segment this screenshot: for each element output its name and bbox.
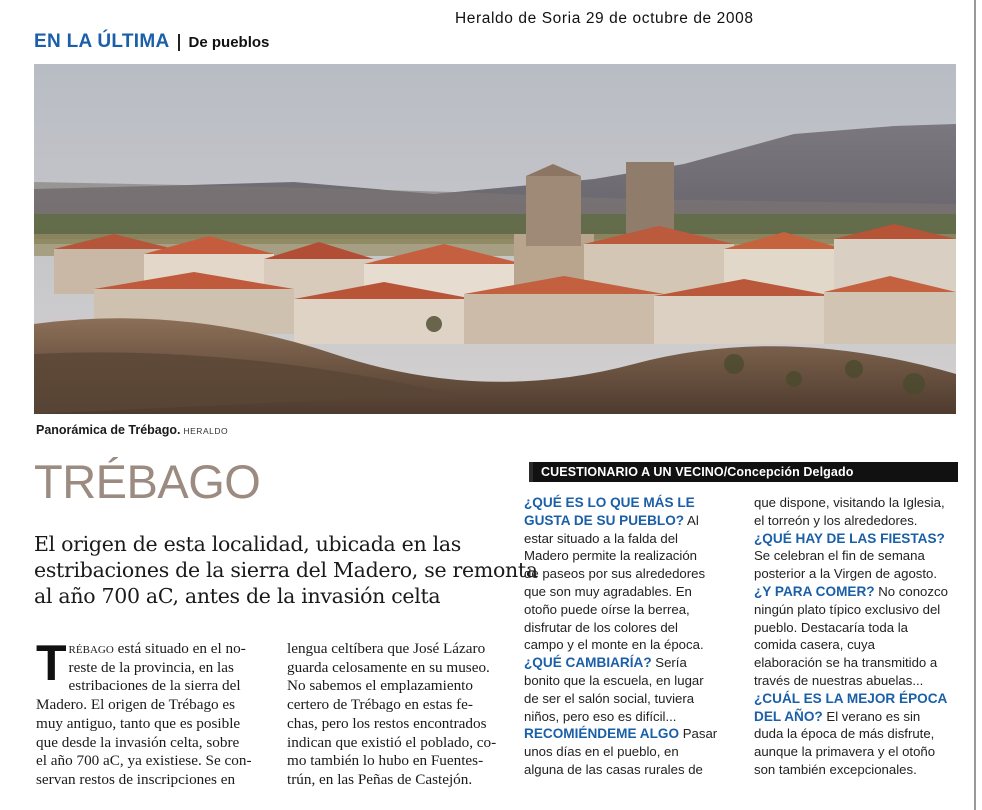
questionnaire-line <box>524 654 729 672</box>
answer-text: No conozco <box>874 583 948 599</box>
answer-text: ningún plato típico exclusivo del <box>754 601 941 617</box>
answer-text: pueblo. Destacaría toda la <box>754 619 908 635</box>
section-header <box>34 31 269 53</box>
answer-text: alguna de las casas rurales de <box>524 761 703 777</box>
article-column-2 <box>287 640 512 790</box>
questionnaire-line <box>754 512 960 530</box>
section-label: EN LA ÚLTIMA <box>34 31 170 52</box>
answer-text: de paseos por sus alrededores <box>524 566 706 582</box>
body-text: está situado en el no- <box>113 640 246 657</box>
answer-text: aunque la primavera y el otoño <box>754 744 936 760</box>
questionnaire-line <box>754 743 960 761</box>
answer-text: que son muy agradables. En <box>524 583 692 599</box>
answer-text: Pasar <box>679 726 718 742</box>
questionnaire-line <box>524 619 729 637</box>
answer-text: través de nuestras abuelas... <box>754 672 924 688</box>
questionnaire-line <box>524 708 729 726</box>
photo-credit: HERALDO <box>183 426 229 436</box>
subhead-line: El origen de esta localidad, ubicada en las <box>34 532 462 556</box>
answer-text: el torreón y los alrededores. <box>754 512 918 528</box>
questionnaire-line <box>524 494 729 512</box>
questionnaire-line <box>754 530 960 548</box>
question-label: DEL AÑO? <box>754 708 823 724</box>
body-line: certero de Trébago en estas fe- <box>287 696 473 714</box>
body-line: chas, pero los restos encontrados <box>287 714 487 732</box>
drop-cap: T <box>36 635 67 691</box>
questionnaire-line <box>754 583 960 601</box>
question-label: ¿Y PARA COMER? <box>754 583 875 599</box>
answer-text: otoño puede oírse la berrea, <box>524 601 690 617</box>
article-headline: TRÉBAGO <box>34 455 261 508</box>
questionnaire-line <box>524 530 729 548</box>
questionnaire-line <box>524 725 729 743</box>
questionnaire-line <box>524 636 729 654</box>
questionnaire-line <box>754 725 960 743</box>
questionnaire-line <box>524 583 729 601</box>
body-line: lengua celtíbera que José Lázaro <box>287 640 486 657</box>
questionnaire-title: CUESTIONARIO A UN VECINO/Concepción Delgado <box>541 465 854 479</box>
answer-text: El verano es sin <box>822 708 921 724</box>
questionnaire-line <box>754 601 960 619</box>
answer-text: Sería <box>651 655 687 671</box>
answer-text: posterior a la Virgen de agosto. <box>754 566 938 582</box>
header-divider <box>178 34 180 51</box>
caption-text: Panorámica de Trébago. <box>36 423 181 437</box>
question-label: ¿QUÉ ES LO QUE MÁS LE <box>524 495 695 510</box>
questionnaire-line <box>754 654 960 672</box>
body-line: guarda celosamente en su museo. <box>287 658 490 676</box>
questionnaire-line <box>754 494 960 512</box>
question-label: GUSTA DE SU PUEBLO? <box>524 512 685 528</box>
questionnaire-column-2 <box>754 494 960 779</box>
questionnaire-line <box>524 690 729 708</box>
questionnaire-line <box>524 565 729 583</box>
questionnaire-line <box>524 512 729 530</box>
questionnaire-column-1 <box>524 494 729 779</box>
body-line: reste de la provincia, en las <box>68 658 234 676</box>
subhead-line: al año 700 aC, antes de la invasión celta <box>34 583 441 608</box>
body-line: estribaciones de la sierra del <box>68 677 241 695</box>
body-line: Madero. El origen de Trébago es <box>36 696 236 714</box>
lead-word: rébago <box>68 640 114 657</box>
body-line: No sabemos el emplazamiento <box>287 677 473 695</box>
questionnaire-line <box>754 690 960 708</box>
questionnaire-line <box>524 743 729 761</box>
questionnaire-line <box>754 619 960 637</box>
questionnaire-line <box>524 547 729 565</box>
questionnaire-line <box>524 761 729 779</box>
answer-text: campo y el monte en la época. <box>524 637 704 653</box>
body-line: muy antiguo, tanto que es posible <box>36 714 241 732</box>
photo-caption <box>36 423 228 437</box>
question-label: RECOMIÉNDEME ALGO <box>524 726 680 742</box>
question-label: ¿QUÉ CAMBIARÍA? <box>524 655 652 671</box>
questionnaire-line <box>754 636 960 654</box>
body-line: que desde la invasión celta, sobre <box>36 733 240 751</box>
body-line: servan restos de inscripciones en <box>36 770 236 788</box>
article-subhead <box>34 532 538 609</box>
questionnaire-title-bar <box>524 462 958 482</box>
body-line <box>36 640 268 659</box>
body-line: el año 700 aC, ya existiese. Se con- <box>36 752 252 770</box>
source-line: Heraldo de Soria 29 de octubre de 2008 <box>455 10 754 27</box>
subsection-label: De pueblos <box>188 33 270 51</box>
page-edge-rule <box>974 0 976 810</box>
answer-text: bonito que la escuela, en lugar <box>524 672 704 688</box>
questionnaire-line <box>754 547 960 565</box>
answer-text: disfrutar de los colores del <box>524 619 678 635</box>
answer-text: duda la época de más disfrute, <box>754 726 935 742</box>
answer-text: niños, pero eso es difícil... <box>524 708 677 724</box>
body-line: indican que existió el poblado, co- <box>287 733 497 751</box>
answer-text: Al <box>684 512 699 528</box>
answer-text: son también excepcionales. <box>754 761 917 777</box>
answer-text: de ser el salón social, tuviera <box>524 690 695 706</box>
body-line: mo también lo hubo en Fuentes- <box>287 752 484 770</box>
bar-accent <box>529 462 533 482</box>
questionnaire-line <box>754 761 960 779</box>
questionnaire-line <box>754 708 960 726</box>
answer-text: que dispone, visitando la Iglesia, <box>754 495 945 510</box>
questionnaire-line <box>524 601 729 619</box>
questionnaire-line <box>754 565 960 583</box>
subhead-line: estribaciones de la sierra del Madero, se remonta <box>34 557 538 582</box>
answer-text: unos días en el pueblo, en <box>524 744 679 760</box>
village-panorama-photo <box>34 64 956 414</box>
questionnaire-line <box>754 672 960 690</box>
questionnaire-line <box>524 672 729 690</box>
body-line: trún, en las Peñas de Castejón. <box>287 770 473 788</box>
question-label: ¿CUÁL ES LA MEJOR ÉPOCA <box>754 690 948 706</box>
answer-text: comida casera, cuya <box>754 637 875 653</box>
question-label: ¿QUÉ HAY DE LAS FIESTAS? <box>754 530 945 546</box>
answer-text: estar situado a la falda del <box>524 530 678 546</box>
article-column-1 <box>36 635 268 790</box>
answer-text: elaboración se ha transmitido a <box>754 655 938 671</box>
answer-text: Madero permite la realización <box>524 548 697 564</box>
answer-text: Se celebran el fin de semana <box>754 548 925 564</box>
